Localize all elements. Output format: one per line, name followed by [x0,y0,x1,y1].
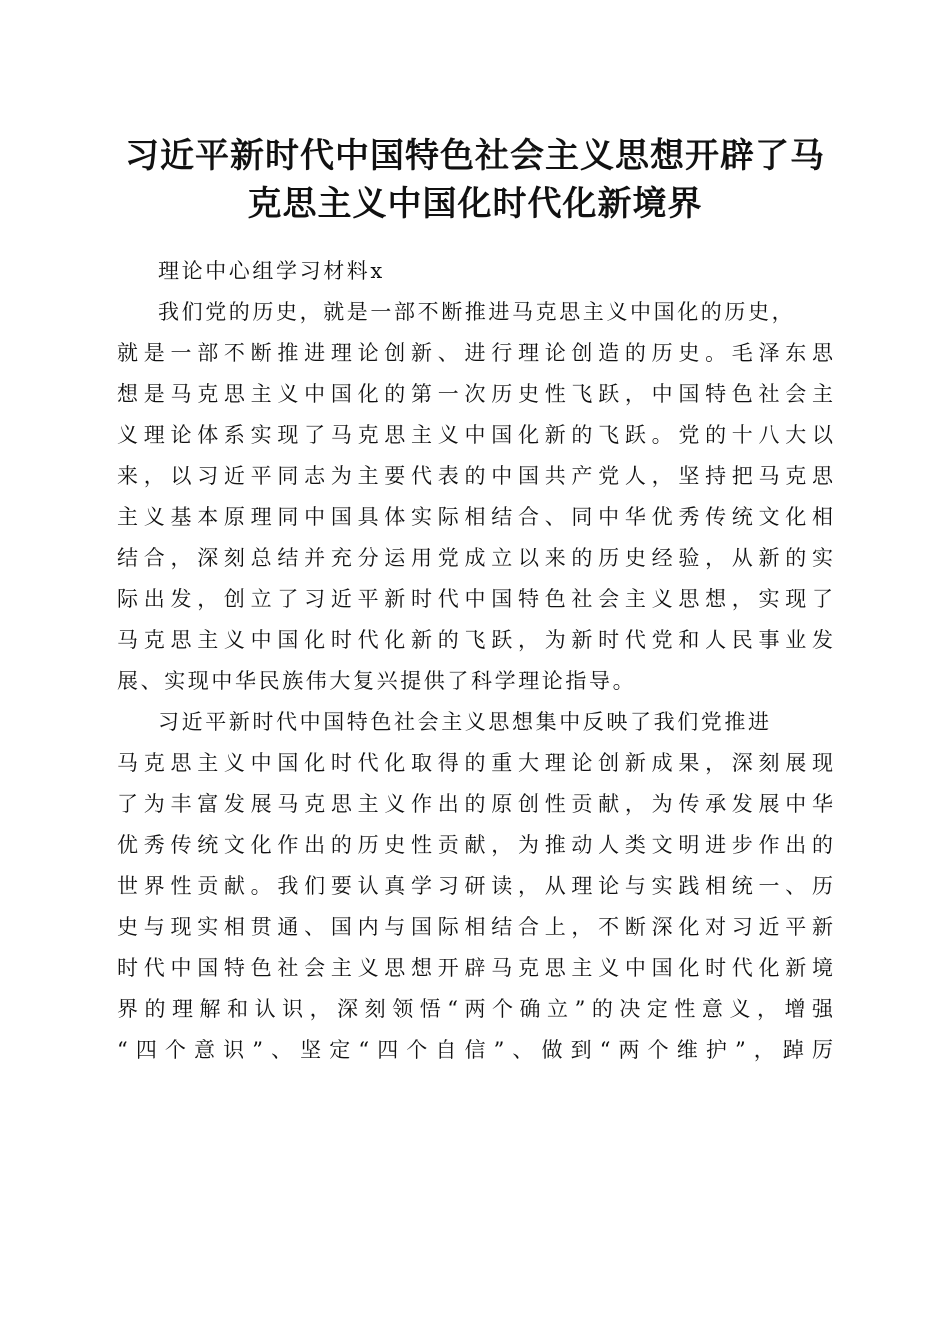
paragraph-line: 界的理解和认识，深刻领悟“两个确立”的决定性意义，增强 [117,997,833,1021]
paragraph-line: 了为丰富发展马克思主义作出的原创性贡献，为传承发展中华 [117,792,833,816]
paragraph-line: 习近平新时代中国特色社会主义思想集中反映了我们党推进 [158,710,772,734]
paragraph-line: 马克思主义中国化时代化取得的重大理论创新成果，深刻展现 [117,751,833,775]
paragraph-line: 主义基本原理同中国具体实际相结合、同中华优秀传统文化相 [117,505,833,529]
paragraph-2 [117,702,833,1071]
paragraph-line: 我们党的历史，就是一部不断推进马克思主义中国化的历史， [158,300,796,324]
paragraph-line: 马克思主义中国化时代化新的飞跃，为新时代党和人民事业发 [117,628,833,652]
paragraph-line: “四个意识”、坚定“四个自信”、做到“两个维护”，踔厉 [117,1038,833,1062]
paragraph-line: 就是一部不断推进理论创新、进行理论创造的历史。毛泽东思 [117,341,833,365]
paragraph-line: 时代中国特色社会主义思想开辟马克思主义中国化时代化新境 [117,956,833,980]
paragraph-1 [117,292,833,702]
title-line: 习近平新时代中国特色社会主义思想开辟了马 [125,136,825,176]
document-body [117,251,833,1071]
paragraph-line: 优秀传统文化作出的历史性贡献，为推动人类文明进步作出的 [117,833,833,857]
paragraph-line: 展、实现中华民族伟大复兴提供了科学理论指导。 [117,669,637,693]
paragraph-line: 结合，深刻总结并充分运用党成立以来的历史经验，从新的实 [117,546,833,570]
paragraph-line: 史与现实相贯通、国内与国际相结合上，不断深化对习近平新 [117,915,833,939]
paragraph-line: 义理论体系实现了马克思主义中国化新的飞跃。党的十八大以 [117,423,833,447]
paragraph-line: 想是马克思主义中国化的第一次历史性飞跃，中国特色社会主 [117,382,833,406]
paragraph-line: 世界性贡献。我们要认真学习研读，从理论与实践相统一、历 [117,874,833,898]
paragraph-line: 来，以习近平同志为主要代表的中国共产党人，坚持把马克思 [117,464,833,488]
title-line: 克思主义中国化时代化新境界 [247,184,703,224]
document-title [100,132,850,228]
paragraph-line: 际出发，创立了习近平新时代中国特色社会主义思想，实现了 [117,587,833,611]
document-subtitle: 理论中心组学习材料x [158,259,385,283]
